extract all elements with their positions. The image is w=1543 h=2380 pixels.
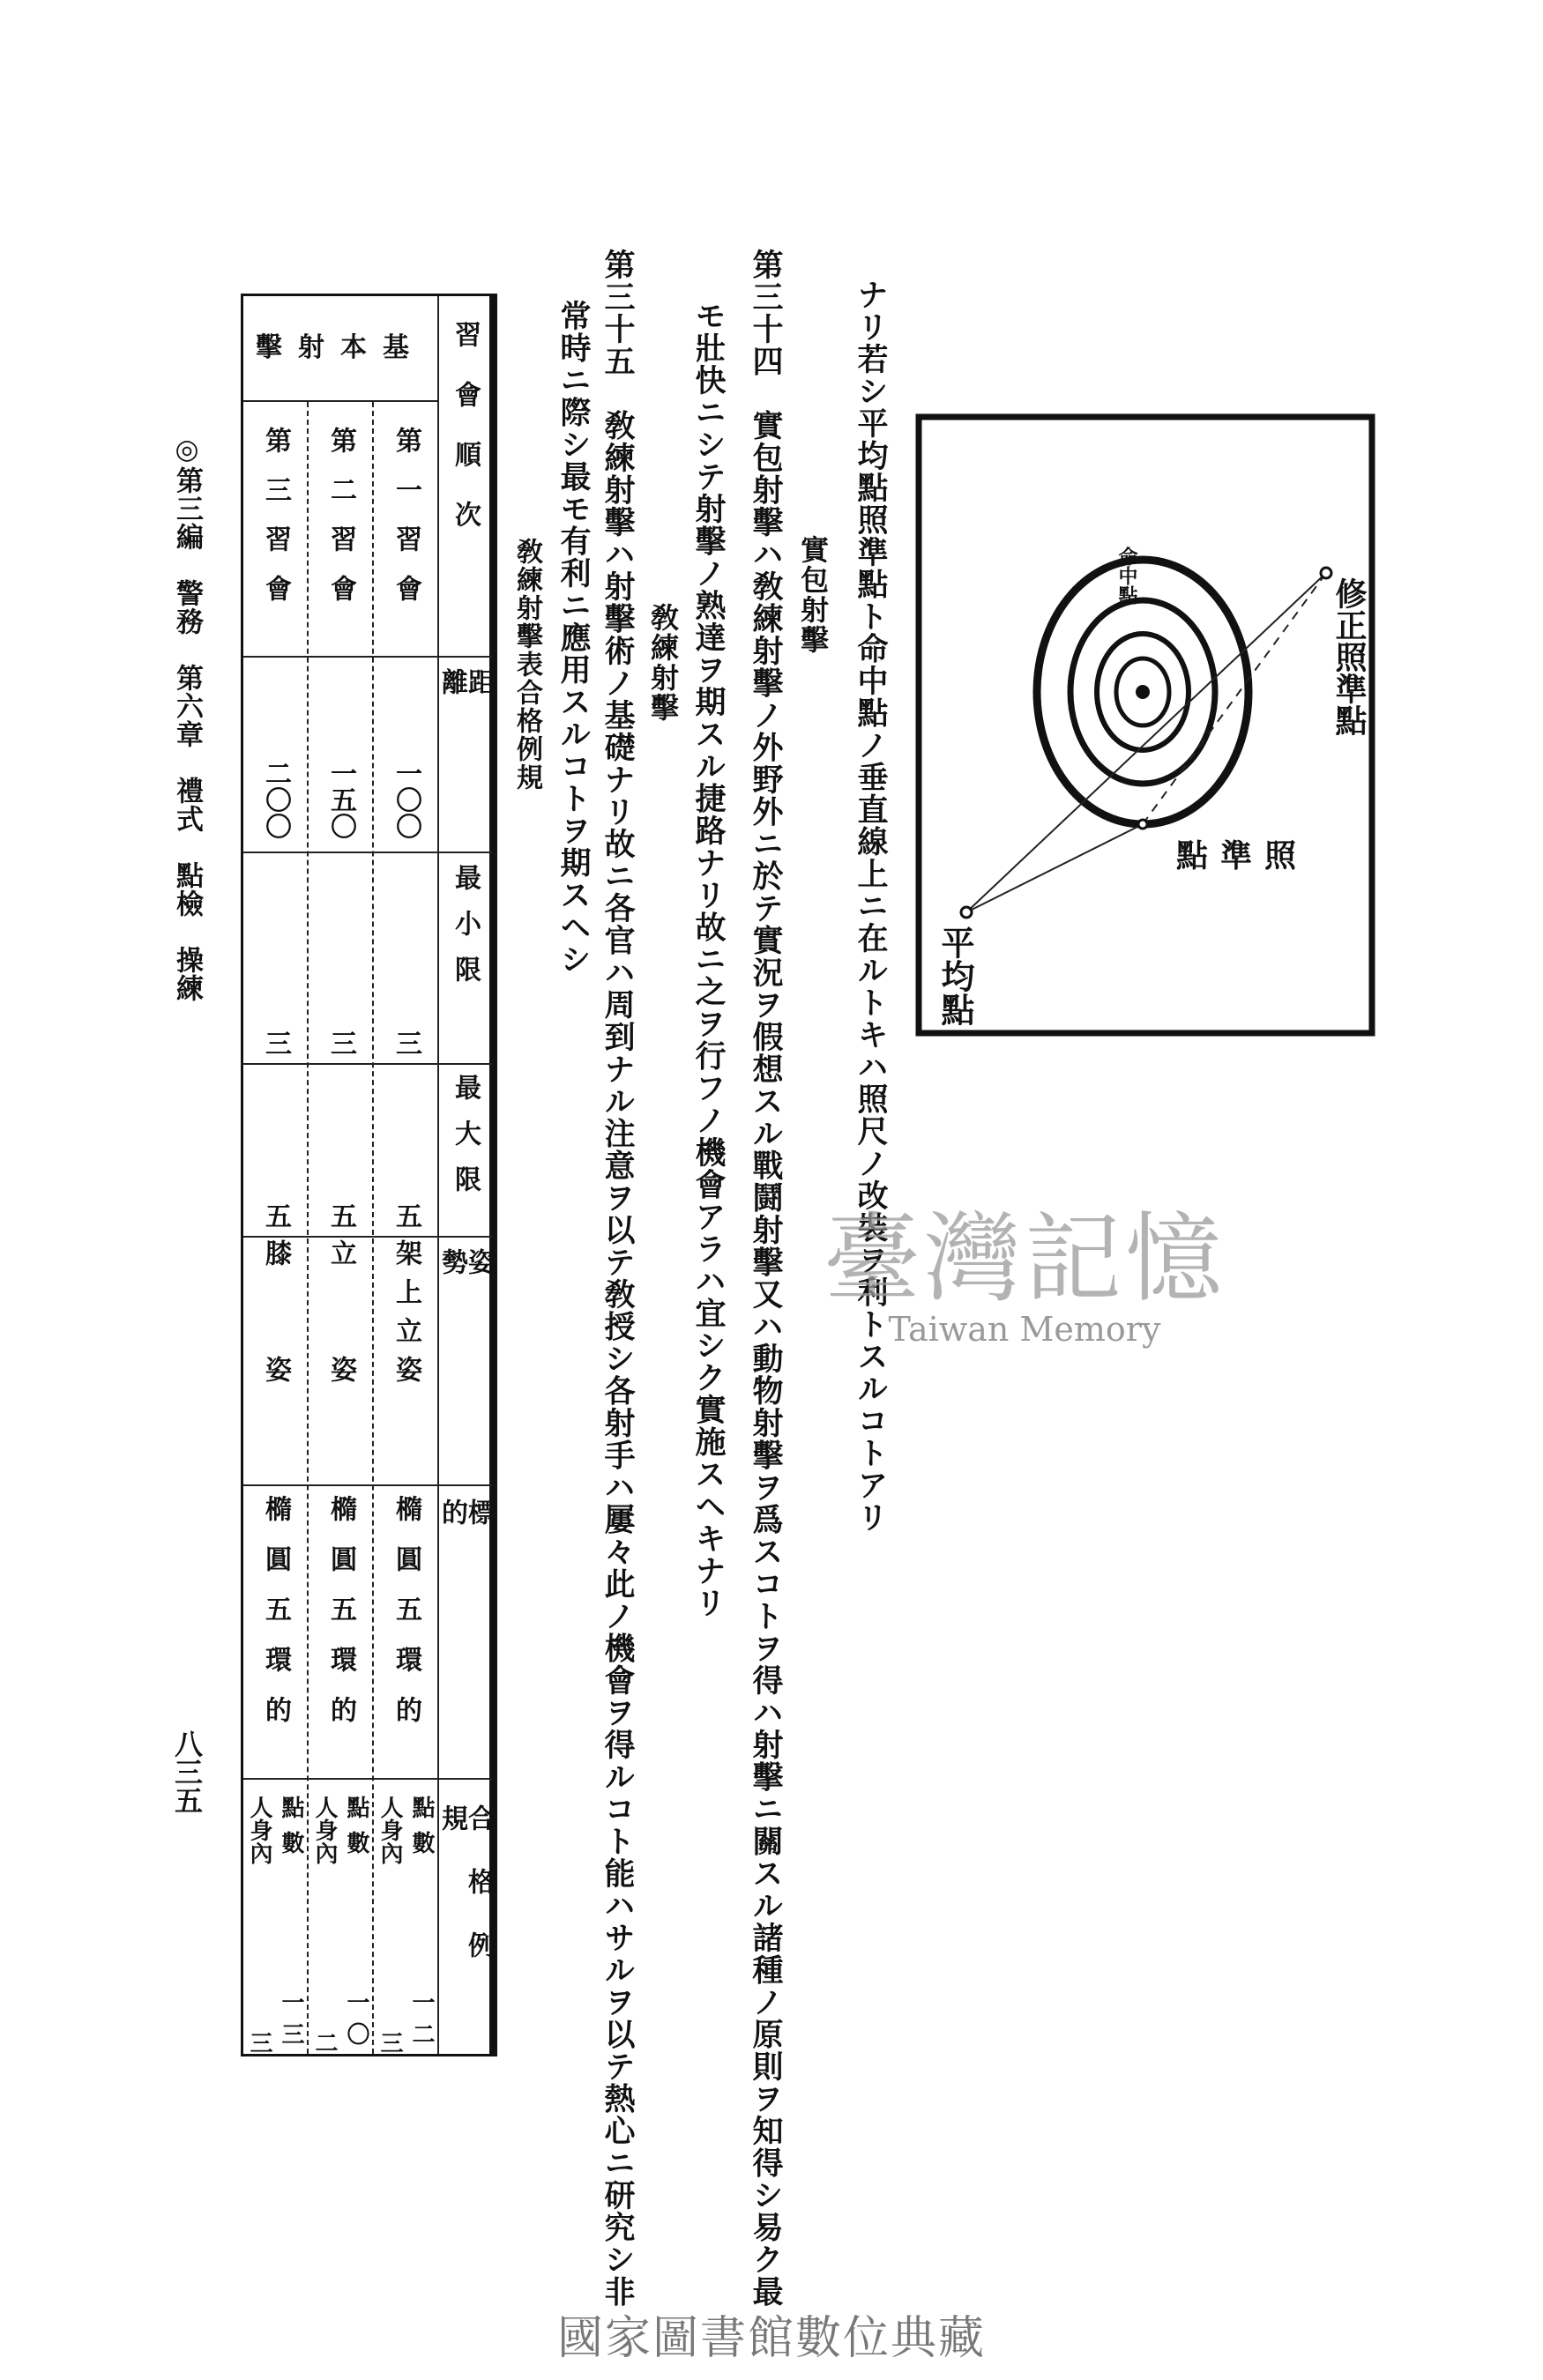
row-header-distance: 距離 <box>436 668 494 774</box>
watermark-english: Taiwan Memory <box>888 1310 1161 1349</box>
col1-max: 五 <box>391 1202 421 1229</box>
label-hit-point: 命中點 <box>1115 547 1138 605</box>
label-aim-point: 照準點 <box>1176 837 1309 874</box>
aim-point-marker <box>1138 820 1147 829</box>
line-mean-to-aim <box>966 824 1143 912</box>
col2-min: 三 <box>325 1030 356 1056</box>
col1-target: 橢圓五環的 <box>391 1495 421 1746</box>
row-header-posture: 姿勢 <box>436 1248 494 1407</box>
label-mean-point: 平均點 <box>935 926 975 1026</box>
target-diagram <box>912 410 1379 1040</box>
article-35-line-1: 第三十五 敎練射擊ハ射擊術ノ基礎ナリ故ニ各官ハ周到ナル注意ヲ以テ敎授シ各射手ハ屢々此ノ機會ヲ得ルコト能ハサルヲ以テ熱心ニ研究シ非 <box>600 249 636 2308</box>
col1-pass: 人身內 三 點數 一二 <box>376 1796 435 2054</box>
row-header-minimum: 最小限 <box>450 864 481 1001</box>
article-35-line-2: 常時ニ際シ最モ有利ニ應用スルコトヲ期スヘシ <box>555 300 592 976</box>
col3-distance: 二〇〇 <box>260 760 291 839</box>
col2-pass: 人身內 二 點數 一〇 <box>311 1796 369 2054</box>
footer-ncl-digital-collection: 國家圖書館數位典藏 <box>556 2312 986 2365</box>
taiwan-memory-watermark <box>791 1181 1258 1349</box>
col1-min: 三 <box>391 1030 421 1056</box>
mean-point-marker <box>961 907 972 918</box>
col2-distance: 一五〇 <box>325 760 356 839</box>
row-header-session: 習會順次 <box>450 321 481 561</box>
col2-max: 五 <box>325 1202 356 1229</box>
label-corrected-aim-point: 修正照準點 <box>1331 577 1368 736</box>
article-34-line-1: 第三十四 實包射擊ハ敎練射擊ノ外野外ニ於テ實況ヲ假想スル戰鬪射擊又ハ動物射擊ヲ爲スコトヲ得ハ射擊ニ關スル諸種ノ原則ヲ知得シ易ク最 <box>748 249 784 2308</box>
col3-posture: 膝 姿 <box>260 1239 291 1395</box>
col2-target: 橢圓五環的 <box>325 1495 356 1746</box>
group-header-basic-firing: 基本射擊 <box>256 332 425 363</box>
running-head: ◎第三編 警務 第六章 禮式 點檢 操練 <box>171 434 203 1002</box>
row-header-pass-criteria: 合格例規 <box>436 1804 494 1995</box>
col2-posture: 立 姿 <box>325 1239 356 1395</box>
col1-posture: 架上立姿 <box>391 1239 421 1395</box>
col1-session: 第一習會 <box>391 427 421 624</box>
watermark-chinese: 臺灣記憶 <box>824 1202 1226 1315</box>
col3-pass: 人身內 三 點數 一三 <box>246 1796 304 2054</box>
col2-session: 第二習會 <box>325 427 356 624</box>
col1-distance: 一〇〇 <box>391 760 421 839</box>
paragraph-continuation: ナリ若シ平均點照準點ト命中點ノ垂直線上ニ在ルトキハ照尺ノ改裝ヲ利トスルコトアリ <box>853 279 889 1534</box>
group-header-cell <box>243 296 437 400</box>
col3-min: 三 <box>260 1030 291 1056</box>
row-header-target: 標的 <box>436 1499 494 1732</box>
article-34-line-2: モ壯快ニシテ射擊ノ熟達ヲ期スル捷路ナリ故ニ之ヲ行フノ機會アラハ宜シク實施スヘキナリ <box>690 300 727 1619</box>
bullseye-dot <box>1136 685 1150 699</box>
col3-session: 第三習會 <box>260 427 291 624</box>
col3-max: 五 <box>260 1202 291 1229</box>
table-title: 敎練射擊表合格例規 <box>511 538 542 792</box>
training-firing-pass-table <box>241 294 497 2056</box>
target-diagram-svg <box>912 410 1379 1040</box>
heading-live-ammunition-firing: 實包射擊 <box>796 535 830 655</box>
heading-training-firing: 敎練射擊 <box>646 603 680 723</box>
row-header-maximum: 最大限 <box>450 1074 481 1211</box>
col3-target: 橢圓五環的 <box>260 1495 291 1746</box>
page-number: 八三五 <box>170 1729 204 1814</box>
